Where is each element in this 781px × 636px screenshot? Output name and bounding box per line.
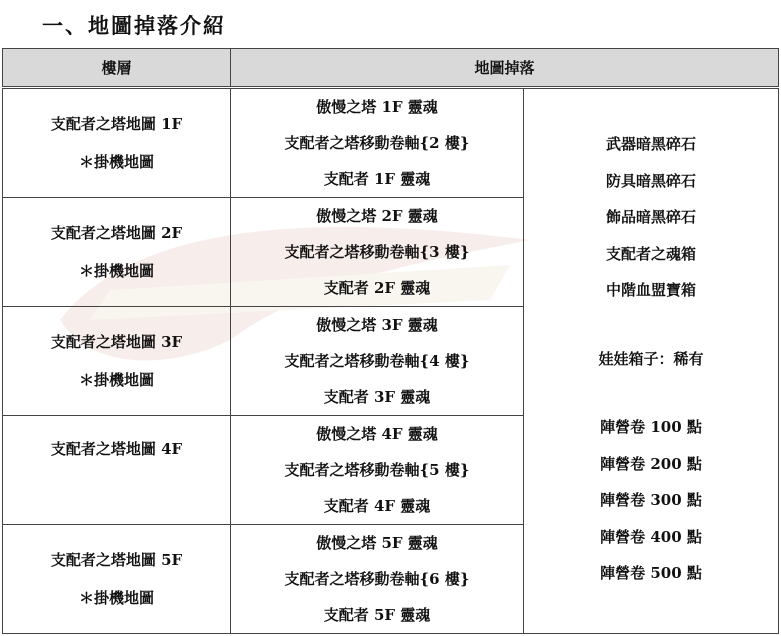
map-drop-table: [2, 48, 779, 634]
floor-cell: [3, 416, 231, 525]
map-note: [3, 468, 230, 506]
doll-box-drop: 娃娃箱子：稀有: [598, 349, 704, 368]
camp-scroll-drop: 陣營卷 400 點: [600, 527, 702, 546]
drops-cell: [231, 307, 524, 416]
drop-item: 支配者之塔移動卷軸{2 樓}: [284, 134, 470, 152]
common-drop-item: 防具暗黑碎石: [606, 171, 697, 190]
drop-item: 傲慢之塔 3F 靈魂: [316, 316, 438, 334]
drop-item: 支配者 1F 靈魂: [323, 170, 431, 188]
drop-item: 傲慢之塔 1F 靈魂: [316, 98, 438, 116]
floor-cell: [3, 198, 231, 307]
section-title: 一、地圖掉落介紹: [42, 13, 226, 38]
common-drops-cell: [524, 89, 779, 634]
header-floor: 樓層: [3, 49, 231, 87]
map-name: 支配者之塔地圖 1F: [50, 115, 183, 133]
drop-item: 支配者之塔移動卷軸{3 樓}: [284, 243, 470, 261]
floor-cell: [3, 89, 231, 198]
map-name: 支配者之塔地圖 5F: [50, 551, 183, 569]
map-note: ＊掛機地圖: [78, 371, 154, 389]
drops-cell: [231, 416, 524, 525]
drops-cell: [231, 525, 524, 634]
map-note: ＊掛機地圖: [78, 262, 154, 280]
drop-item: 支配者 2F 靈魂: [323, 279, 431, 297]
camp-scroll-drop: 陣營卷 100 點: [600, 418, 702, 436]
camp-scroll-drop: 陣營卷 500 點: [600, 564, 702, 582]
common-drop-item: 飾品暗黑碎石: [606, 208, 697, 226]
table-row: [3, 89, 779, 198]
floor-cell: [3, 525, 231, 634]
map-note: ＊掛機地圖: [78, 589, 154, 607]
drop-item: 支配者 3F 靈魂: [323, 388, 431, 406]
drops-cell: [231, 198, 524, 307]
header-drops: 地圖掉落: [231, 49, 779, 87]
drop-item: 支配者之塔移動卷軸{5 樓}: [284, 461, 470, 479]
drop-item: 傲慢之塔 2F 靈魂: [316, 207, 438, 225]
common-drop-item: 武器暗黑碎石: [606, 135, 697, 153]
map-name: 支配者之塔地圖 4F: [50, 440, 183, 458]
drop-item: 支配者 4F 靈魂: [323, 497, 431, 515]
drops-cell: [231, 89, 524, 198]
common-drop-item: 中階血盟寶箱: [606, 281, 697, 299]
drop-item: 支配者 5F 靈魂: [323, 606, 431, 624]
map-note: ＊掛機地圖: [78, 153, 154, 171]
drop-item: 傲慢之塔 5F 靈魂: [316, 534, 438, 552]
drop-item: 支配者之塔移動卷軸{4 樓}: [284, 352, 470, 370]
drop-item: 支配者之塔移動卷軸{6 樓}: [284, 570, 470, 588]
map-name: 支配者之塔地圖 3F: [50, 333, 183, 351]
camp-scroll-drop: 陣營卷 300 點: [600, 491, 702, 509]
common-drop-item: 支配者之魂箱: [606, 244, 697, 263]
map-name: 支配者之塔地圖 2F: [50, 224, 183, 242]
floor-cell: [3, 307, 231, 416]
camp-scroll-drop: 陣營卷 200 點: [600, 454, 702, 473]
drop-item: 傲慢之塔 4F 靈魂: [316, 425, 438, 443]
